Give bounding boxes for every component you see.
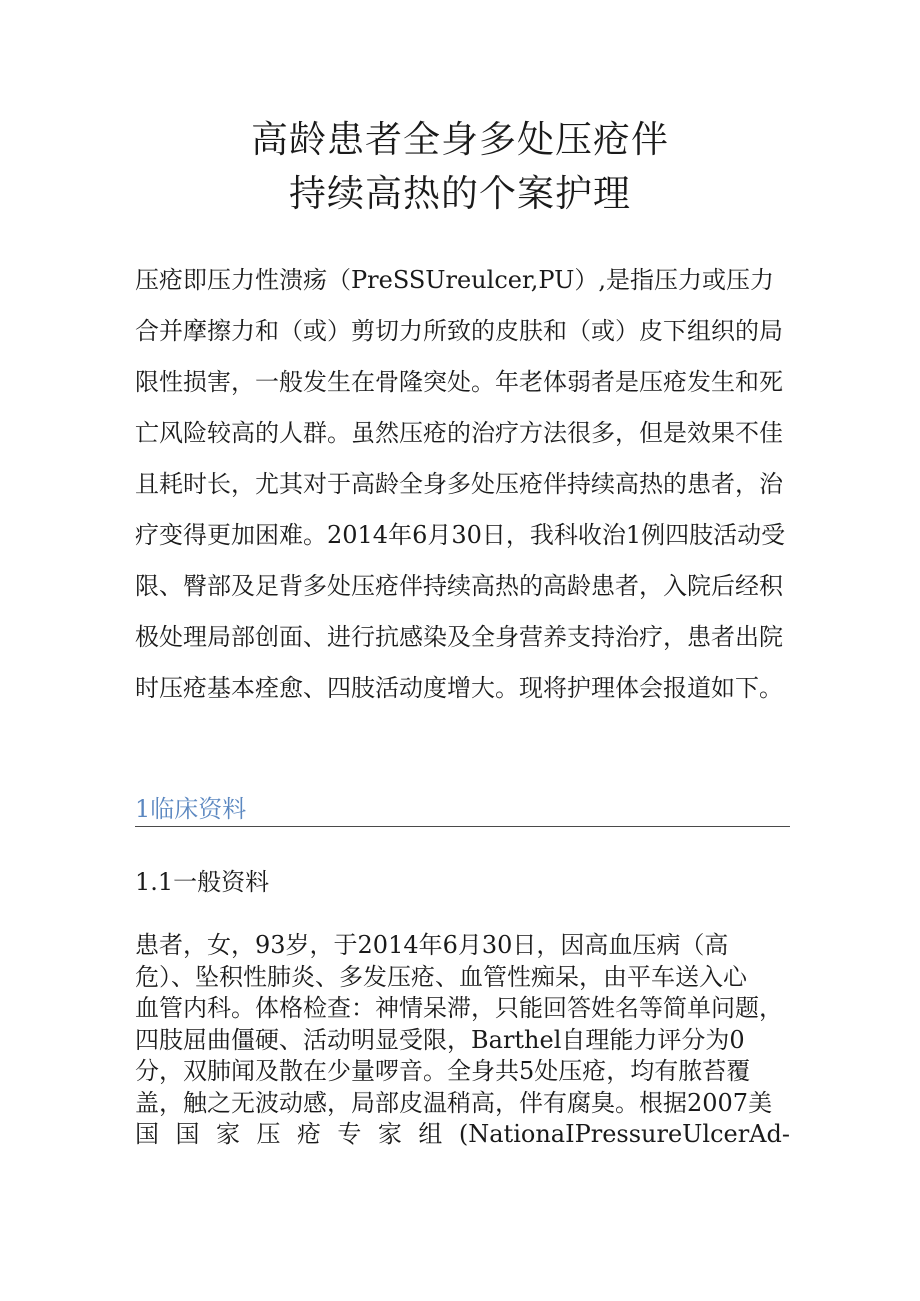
case-line: 国国家压疮专家组(NationaIPressureUlcerAd- — [135, 1120, 790, 1148]
case-paragraph — [135, 930, 790, 1151]
case-line: 四肢屈曲僵硬、活动明显受限，Barthel自理能力评分为0 — [135, 1025, 745, 1054]
case-line: 分，双肺闻及散在少量啰音。全身共5处压疮，均有脓苔覆 — [135, 1057, 751, 1085]
case-line: 血管内科。体格检查：神情呆滞，只能回答姓名等简单问题， — [135, 994, 783, 1022]
case-line: 危）、坠积性肺炎、多发压疮、血管性痴呆，由平车送入心 — [135, 962, 747, 991]
document-title-line-2: 持续高热的个案护理 — [289, 172, 631, 215]
case-line: 盖，触之无波动感，局部皮温稍高，伴有腐臭。根据2007美 — [135, 1088, 773, 1117]
case-line: 患者，女，93岁，于2014年6月30日，因高血压病（高 — [135, 931, 729, 959]
section-heading-clinical-data: 1临床资料 — [135, 793, 790, 827]
document-title-line-1: 高龄患者全身多处压疮伴 — [251, 118, 669, 161]
intro-paragraph: 压疮即压力性溃疡（PreSSUreulcer,PU）,是指压力或压力合并摩擦力和（或）剪切力所致的皮肤和（或）皮下组织的局限性损害，一般发生在骨隆突处。年老体弱者是压疮发生和死亡风险较高的人群。虽然压疮的治疗方法很多，但是效果不佳且耗时长，尤其对于高龄全身多处压疮伴持续高热的患者，治疗变得更加困难。2014年6月30日，我科收治1例四肢活动受限、臀部及足背多处压疮伴持续高热的高龄患者，入院后经积极处理局部创面、进行抗感染及全身营养支持治疗，患者出院时压疮基本痊愈、四肢活动度增大。现将护理体会报道如下。 — [135, 266, 786, 702]
subsection-heading-general-info: 1.1一般资料 — [135, 868, 270, 896]
